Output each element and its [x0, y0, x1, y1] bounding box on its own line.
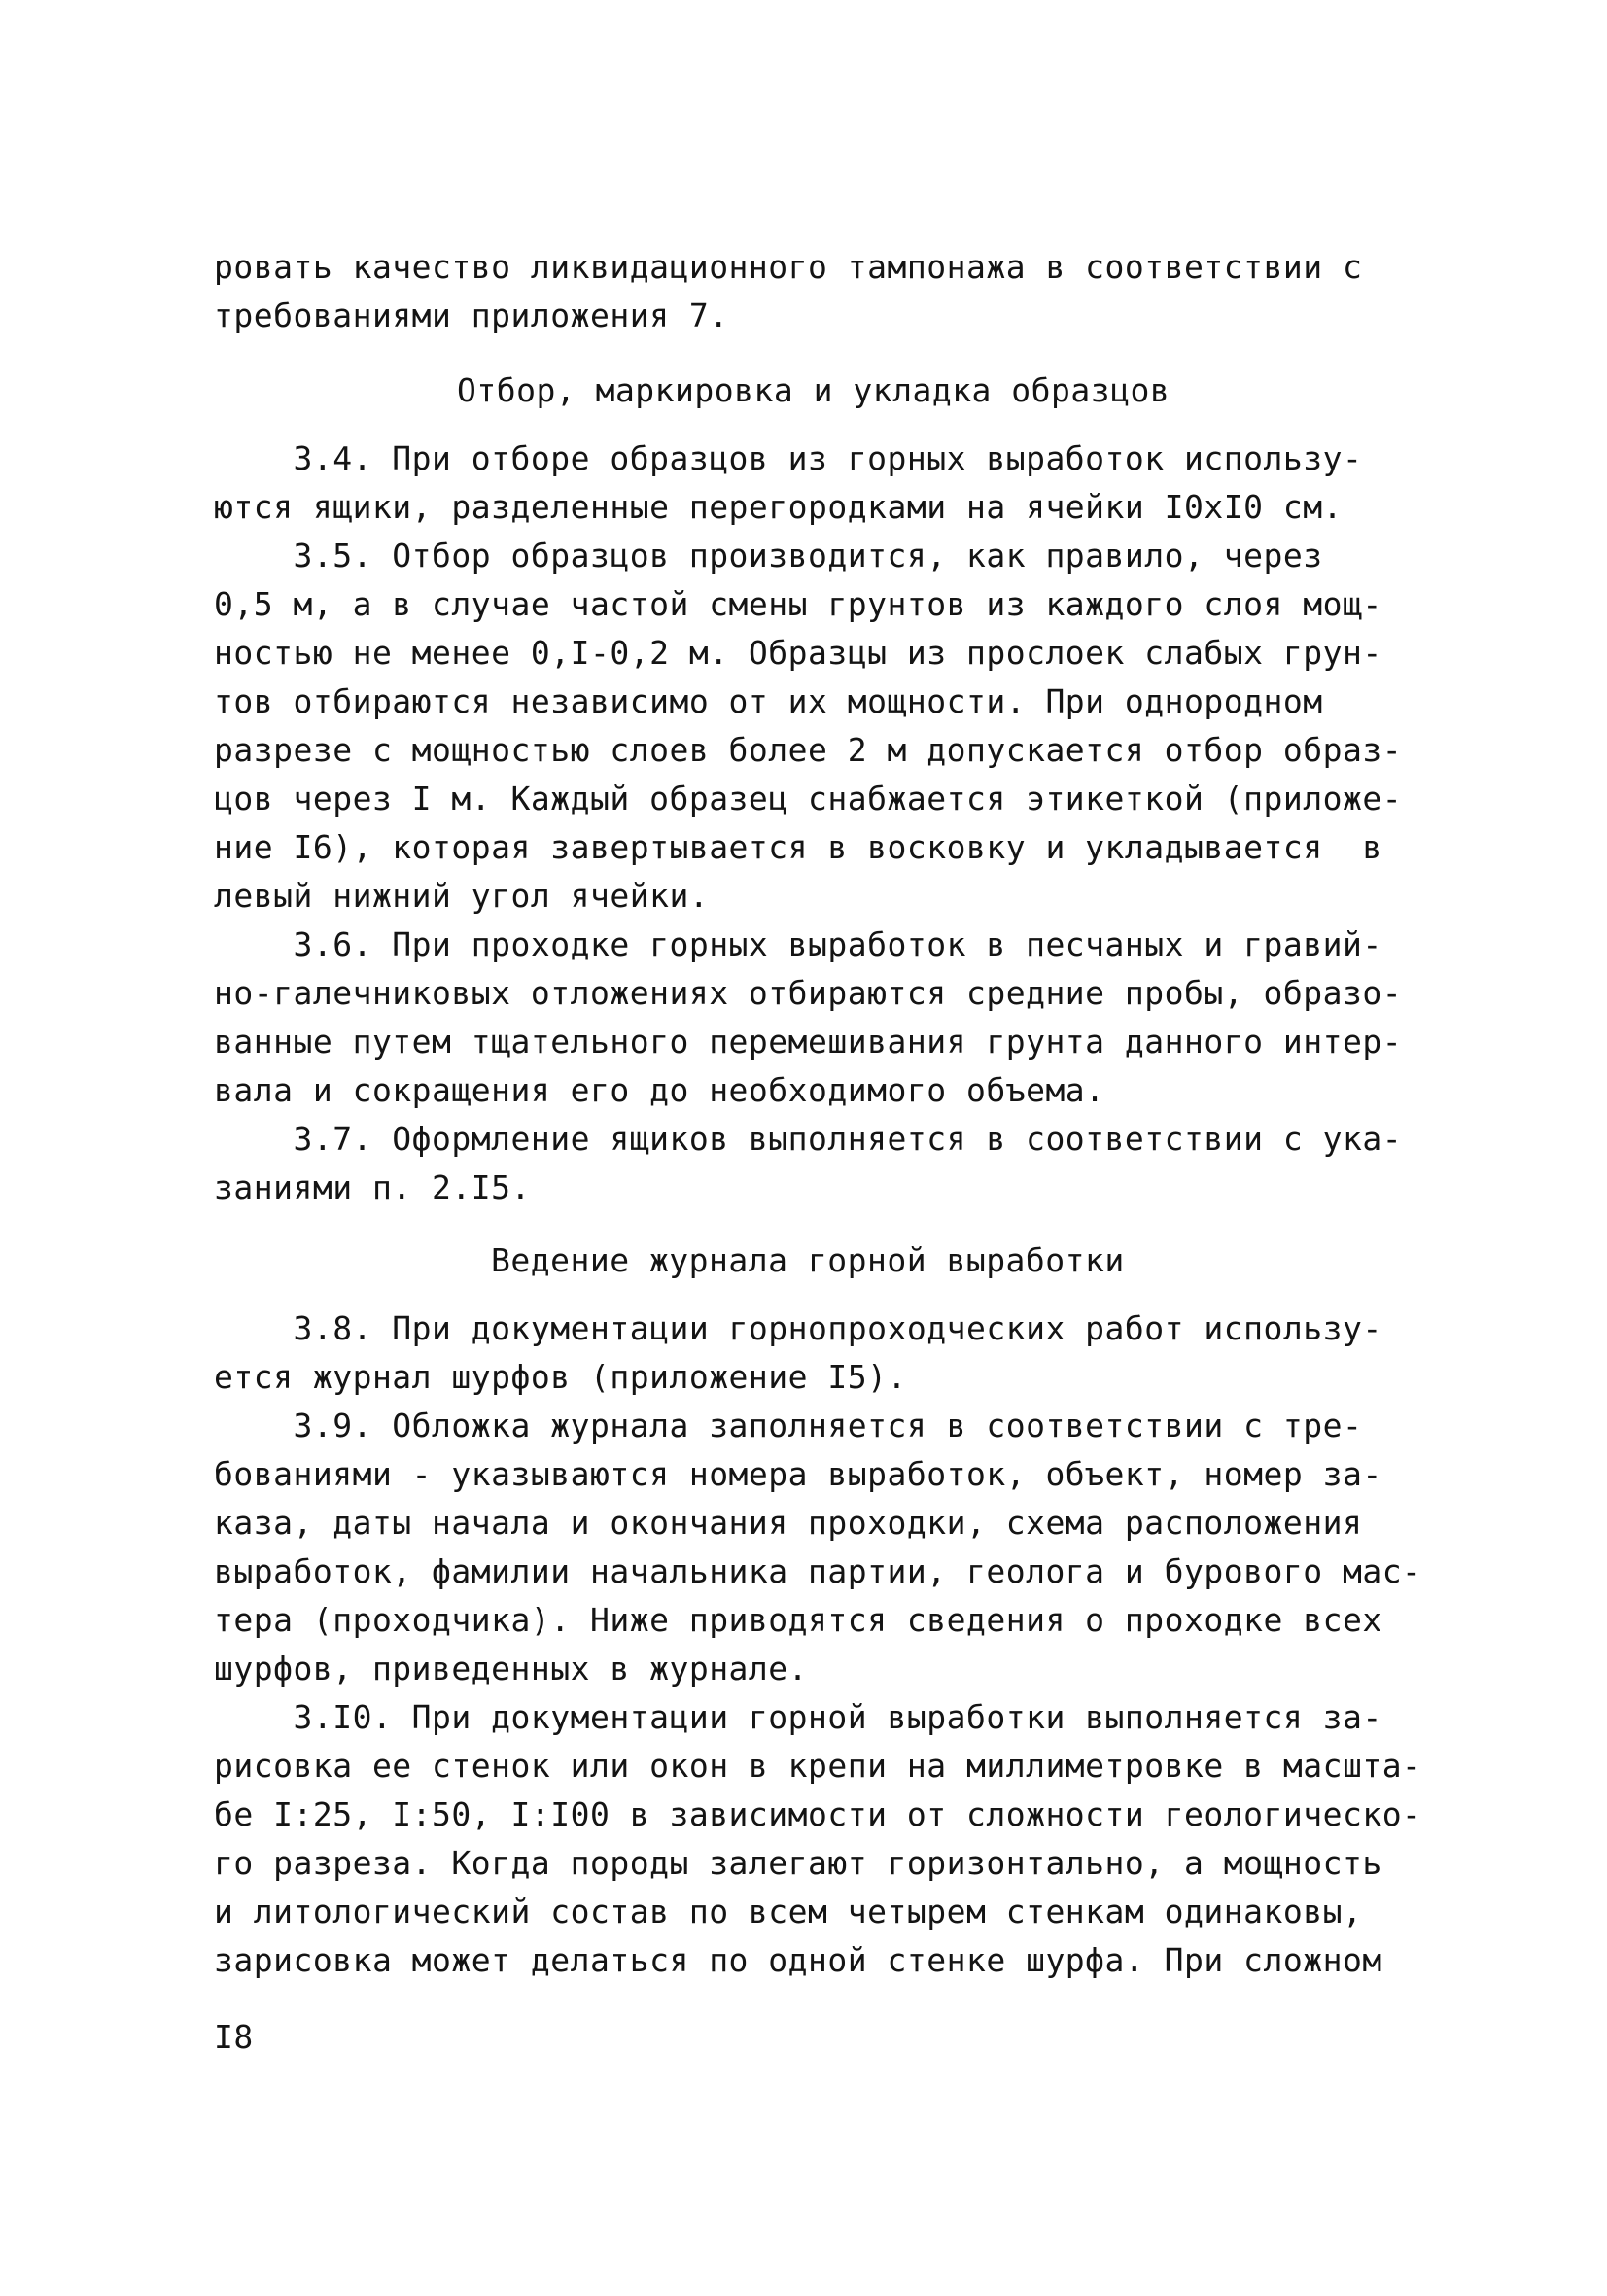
text-line: 0,5 м, а в случае частой смены грунтов из каждого слоя мощ-	[214, 585, 1382, 623]
text-line: заниями п. 2.I5.	[214, 1168, 531, 1206]
text-line: ностью не менее 0,I-0,2 м. Образцы из прослоек слабых грун-	[214, 634, 1382, 672]
text-line: выработок, фамилии начальника партии, геолога и бурового мас-	[214, 1552, 1422, 1590]
section-heading-samples: Отбор, маркировка и укладка образцов	[457, 371, 1170, 409]
text-line: ются ящики, разделенные перегородками на ячейки I0хI0 см.	[214, 488, 1343, 526]
text-line: 3.4. При отборе образцов из горных выработок использу-	[214, 439, 1363, 477]
text-line: шурфов, приведенных в журнале.	[214, 1650, 809, 1687]
text-line: требованиями приложения 7.	[214, 296, 729, 334]
section-heading-journal: Ведение журнала горной выработки	[491, 1241, 1125, 1279]
text-line: но-галечниковых отложениях отбираются средние пробы, образо-	[214, 974, 1403, 1012]
text-line: ванные путем тщательного перемешивания грунта данного интер-	[214, 1023, 1403, 1061]
text-line: 3.8. При документации горнопроходческих работ использу-	[214, 1309, 1382, 1347]
text-line: 3.5. Отбор образцов производится, как правило, через	[214, 537, 1323, 574]
text-line: 3.I0. При документации горной выработки выполняется за-	[214, 1698, 1382, 1736]
text-line: бованиями - указываются номера выработок, объект, номер за-	[214, 1455, 1382, 1493]
text-line: рисовка ее стенок или окон в крепи на миллиметровке в масшта-	[214, 1747, 1422, 1785]
text-line: 3.9. Обложка журнала заполняется в соответствии с тре-	[214, 1407, 1363, 1444]
text-line: ровать качество ликвидационного тампонажа в соответствии с	[214, 248, 1363, 286]
text-line: тов отбираются независимо от их мощности. При однородном	[214, 682, 1323, 720]
text-line: зарисовка может делаться по одной стенке шурфа. При сложном	[214, 1941, 1382, 1979]
text-line: 3.7. Оформление ящиков выполняется в соответствии с ука-	[214, 1120, 1403, 1158]
text-line: ние I6), которая завертывается в восковку и укладывается в	[214, 828, 1382, 866]
text-line: го разреза. Когда породы залегают горизонтально, а мощность	[214, 1844, 1382, 1882]
text-line: цов через I м. Каждый образец снабжается этикеткой (приложе-	[214, 780, 1403, 818]
text-line: каза, даты начала и окончания проходки, схема расположения	[214, 1504, 1363, 1542]
text-line: бе I:25, I:50, I:I00 в зависимости от сложности геологическо-	[214, 1795, 1422, 1833]
text-line: тера (проходчика). Ниже приводятся сведения о проходке всех	[214, 1601, 1382, 1639]
text-line: и литологический состав по всем четырем стенкам одинаковы,	[214, 1893, 1363, 1931]
text-line: ется журнал шурфов (приложение I5).	[214, 1358, 907, 1396]
page-number: I8	[214, 2018, 254, 2056]
text-line: левый нижний угол ячейки.	[214, 877, 710, 915]
text-line: 3.6. При проходке горных выработок в песчаных и гравий-	[214, 925, 1382, 963]
text-line: вала и сокращения его до необходимого объема.	[214, 1071, 1105, 1109]
text-line: разрезе с мощностью слоев более 2 м допускается отбор образ-	[214, 731, 1403, 769]
